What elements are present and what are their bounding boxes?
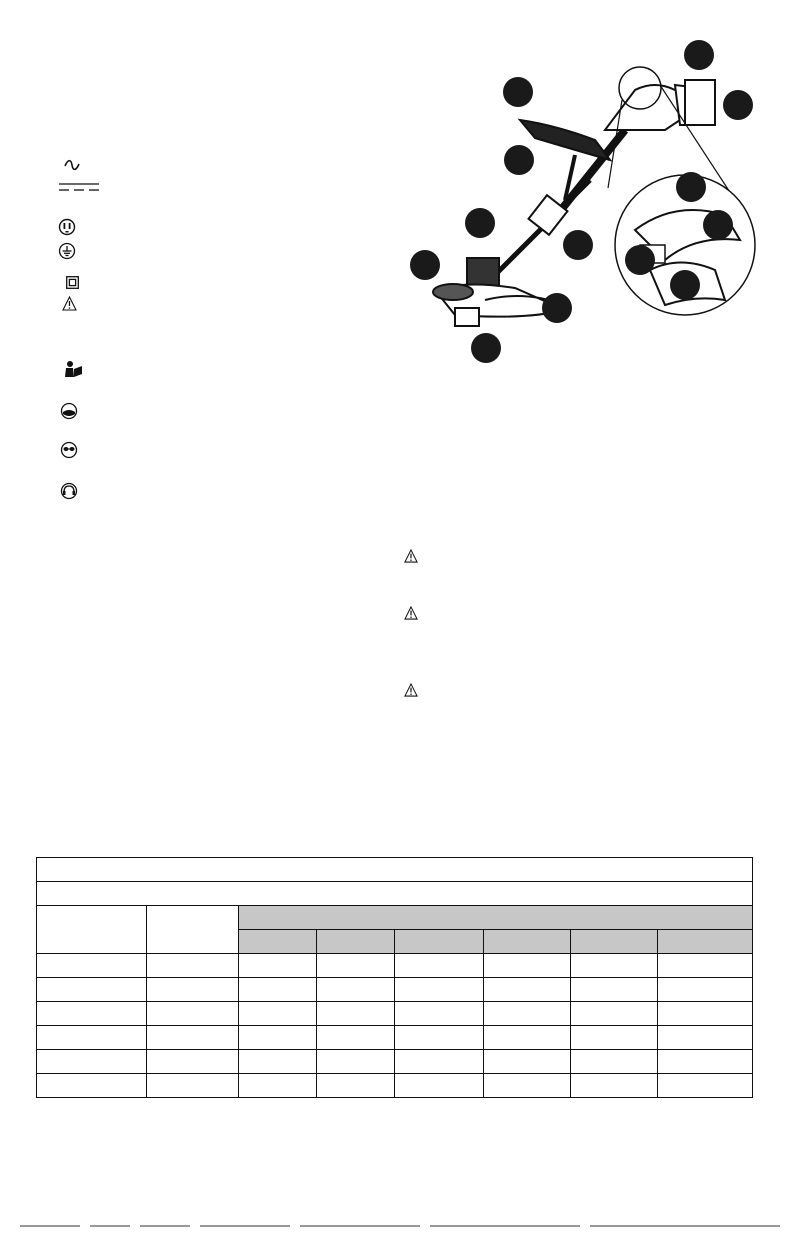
table-cell: [147, 1026, 239, 1050]
safety-alert-icon: [404, 683, 418, 697]
table-cell: [239, 954, 317, 978]
table-cell: [571, 1002, 658, 1026]
table-cell: [395, 954, 484, 978]
table-cell: [395, 1050, 484, 1074]
dust-mask-icon: [60, 402, 78, 420]
table-subtitle: [37, 882, 753, 906]
table-cell: [395, 1026, 484, 1050]
table-cell: [571, 1026, 658, 1050]
table-cell: [37, 1002, 147, 1026]
read-manual-icon: [64, 360, 84, 378]
table-cell: [239, 1026, 317, 1050]
table-row: [37, 1026, 753, 1050]
table-cell: [658, 1026, 753, 1050]
double-insulation-icon: [66, 276, 79, 289]
table-cell: [317, 954, 395, 978]
table-cell: [147, 1074, 239, 1098]
alternating-current-icon: [63, 156, 81, 174]
table-head-col2: [147, 906, 239, 954]
table-sub-header: [484, 930, 571, 954]
hearing-protection-icon: [60, 482, 78, 500]
table-cell: [571, 1074, 658, 1098]
table-cell: [484, 954, 571, 978]
string-trimmer-diagram: [395, 30, 793, 375]
table-cell: [147, 1002, 239, 1026]
table-sub-header: [317, 930, 395, 954]
table-sub-header: [658, 930, 753, 954]
safety-alert-icon: [62, 296, 77, 311]
table-head-col1: [37, 906, 147, 954]
safety-alert-icon: [404, 606, 418, 620]
table-sub-header: [239, 930, 317, 954]
table-row: [37, 1002, 753, 1026]
table-cell: [317, 1026, 395, 1050]
table-cell: [484, 1074, 571, 1098]
table-cell: [571, 1050, 658, 1074]
eye-protection-icon: [60, 441, 78, 459]
table-cell: [658, 1074, 753, 1098]
table-group-header: [239, 906, 753, 930]
table-cell: [239, 1074, 317, 1098]
table-title: [37, 858, 753, 882]
table-cell: [37, 1026, 147, 1050]
table-cell: [37, 1074, 147, 1098]
table-cell: [317, 1002, 395, 1026]
table-cell: [395, 1074, 484, 1098]
table-cell: [658, 1050, 753, 1074]
spec-table: [36, 857, 752, 1098]
table-row: [37, 954, 753, 978]
table-cell: [239, 978, 317, 1002]
table-cell: [147, 978, 239, 1002]
table-cell: [484, 1026, 571, 1050]
table-cell: [37, 954, 147, 978]
direct-current-icon: [59, 182, 99, 192]
table-cell: [571, 954, 658, 978]
table-cell: [484, 978, 571, 1002]
table-cell: [147, 954, 239, 978]
table-sub-header: [571, 930, 658, 954]
table-cell: [658, 1002, 753, 1026]
table-cell: [658, 978, 753, 1002]
table-cell: [317, 1050, 395, 1074]
table-cell: [395, 978, 484, 1002]
table-cell: [147, 1050, 239, 1074]
table-row: [37, 978, 753, 1002]
table-cell: [317, 1074, 395, 1098]
table-cell: [239, 1002, 317, 1026]
table-cell: [37, 1050, 147, 1074]
table-cell: [317, 978, 395, 1002]
table-cell: [484, 1002, 571, 1026]
table-cell: [484, 1050, 571, 1074]
table-sub-header: [395, 930, 484, 954]
safety-alert-icon: [404, 549, 418, 563]
earthing-terminal-icon: [58, 242, 76, 260]
table-cell: [658, 954, 753, 978]
table-row: [37, 1050, 753, 1074]
outlet-icon: [58, 218, 76, 236]
table-cell: [395, 1002, 484, 1026]
print-edge-strip: [20, 1216, 780, 1222]
table-row: [37, 1074, 753, 1098]
table-cell: [571, 978, 658, 1002]
table-cell: [37, 978, 147, 1002]
table-cell: [239, 1050, 317, 1074]
